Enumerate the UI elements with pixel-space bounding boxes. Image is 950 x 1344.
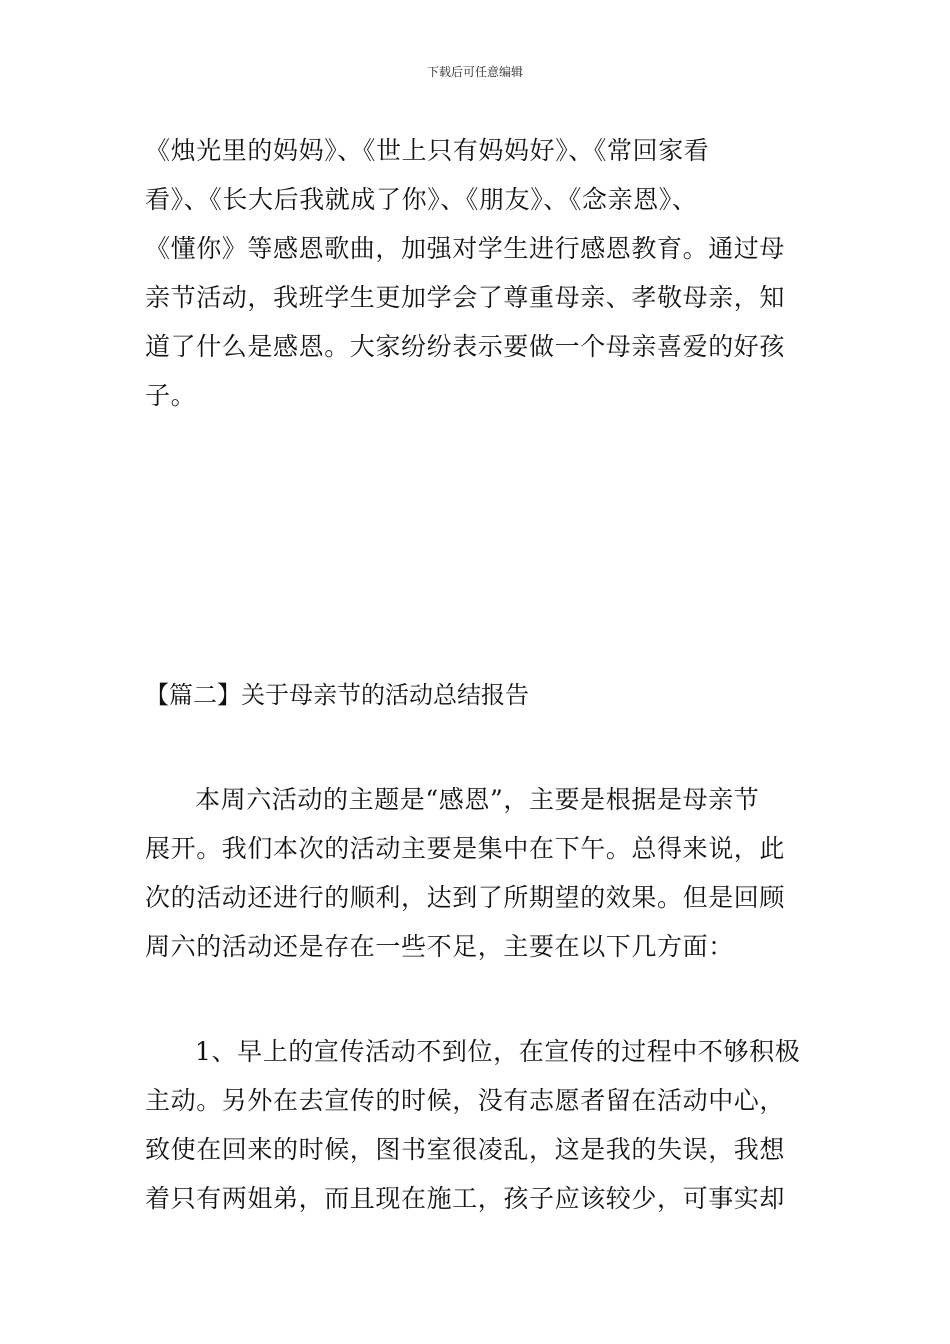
section-title: 【篇二】关于母亲节的活动总结报告 [145,681,529,709]
paragraph-2 [145,775,807,971]
paragraph-line: 子。 [145,381,197,410]
paragraph-3 [145,1027,807,1223]
paragraph-1 [145,126,807,420]
paragraph-line: 主动。另外在去宣传的时候，没有志愿者留在活动中心， [145,1086,786,1115]
paragraph-line: 次的活动还进行的顺利，达到了所期望的效果。但是回顾 [145,883,786,912]
paragraph-line: 着只有两姐弟，而且现在施工，孩子应该较少，可事实却 [145,1184,786,1213]
paragraph-line: 周六的活动还是存在一些不足，主要在以下几方面： [145,932,734,961]
paragraph-line: 本周六活动的主题是“感恩”，主要是根据是母亲节 [195,785,760,814]
paragraph-line: 《烛光里的妈妈》、《世上只有妈妈好》、《常回家看 [145,136,710,165]
paragraph-line: 亲节活动，我班学生更加学会了尊重母亲、孝敬母亲，知 [145,283,786,312]
paragraph-line: 1、早上的宣传活动不到位，在宣传的过程中不够积极 [195,1037,801,1066]
page-header-note: 下载后可任意编辑 [426,65,523,79]
paragraph-line: 道了什么是感恩。大家纷纷表示要做一个母亲喜爱的好孩 [145,332,786,361]
paragraph-line: 《懂你》等感恩歌曲，加强对学生进行感恩教育。通过母 [145,234,786,263]
paragraph-line: 致使在回来的时候，图书室很凌乱，这是我的失误，我想 [145,1135,786,1164]
paragraph-line: 展开。我们本次的活动主要是集中在下午。总得来说，此 [145,834,786,863]
paragraph-line: 看》、《长大后我就成了你》、《朋友》、《念亲恩》、 [145,185,698,214]
